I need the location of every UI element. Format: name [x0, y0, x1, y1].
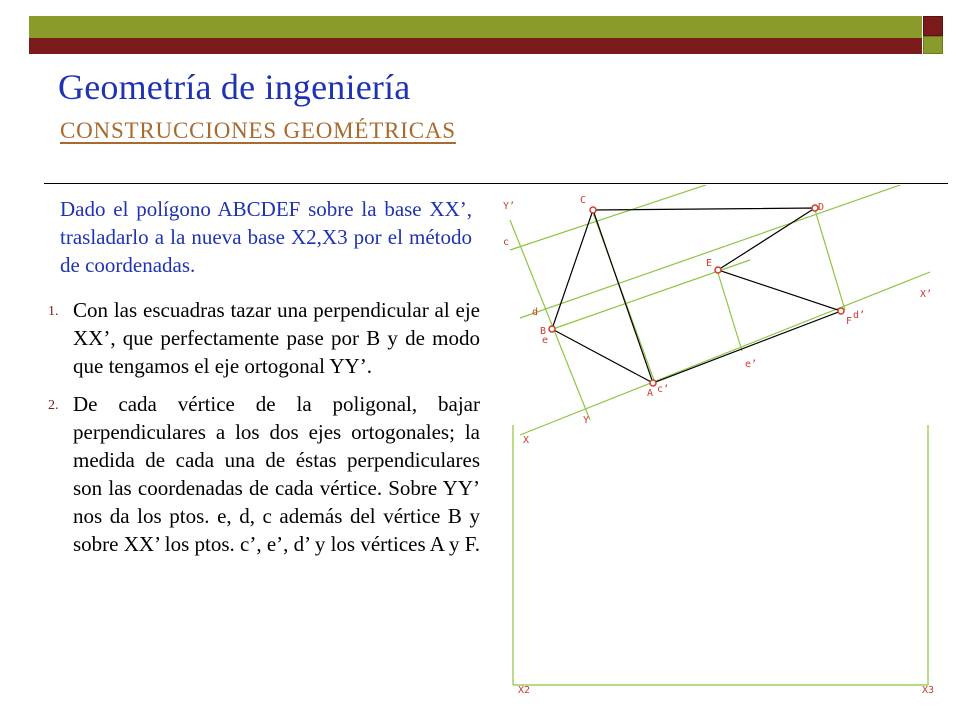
- geometry-diagram: [490, 185, 960, 720]
- top-bar-olive-stripe: [29, 16, 922, 38]
- label-c: c: [503, 237, 510, 248]
- vertex-markers: [549, 205, 844, 386]
- label-x3: X3: [922, 685, 935, 696]
- top-decorative-bar: [29, 16, 939, 54]
- perpendicular-e: [718, 273, 742, 351]
- top-bar-corner-square-top: [923, 16, 943, 36]
- vertex-c-marker: [590, 207, 596, 213]
- vertex-b-marker: [549, 326, 555, 332]
- label-vertex-b: B: [540, 326, 547, 337]
- label-vertex-c: C: [580, 195, 587, 206]
- axes-group: [510, 185, 933, 685]
- label-vertex-a: A: [647, 388, 654, 399]
- label-c-prime: c’: [657, 384, 670, 395]
- label-vertex-e: E: [706, 258, 713, 269]
- problem-statement: Dado el polígono ABCDEF sobre la base XX’, trasladarlo a la nueva base X2,X3 por el método de coordenadas.: [60, 197, 472, 277]
- label-d-prime: d’: [853, 310, 866, 321]
- step-number: 1.: [48, 304, 59, 319]
- step-text: De cada vértice de la poligonal, bajar perpendiculares a los dos ejes ortogonales; la medida de cada una de éstas perpendiculares son las coordenadas de cada vértice. Sobre YY’ nos da los ptos. e, d, c además del vértice B y sobre XX’ los ptos. c’, e’, d’ y los vértices A y F.: [73, 392, 480, 556]
- section-subtitle: CONSTRUCCIONES GEOMÉTRICAS: [60, 118, 456, 143]
- perpendicular-d: [815, 210, 845, 310]
- vertex-f-marker: [838, 308, 844, 314]
- polygon-abcdef: [552, 208, 841, 383]
- step-item: [48, 390, 480, 558]
- parallel-line-c: [510, 185, 820, 250]
- polygon-group: [552, 208, 841, 383]
- label-x2: X2: [518, 685, 531, 696]
- top-bar-corner-square-bottom: [923, 36, 943, 54]
- label-vertex-f: F: [846, 316, 853, 327]
- vertex-e-marker: [715, 267, 721, 273]
- label-x: X: [523, 435, 530, 446]
- step-number: 2.: [48, 398, 59, 413]
- label-y-prime: Y’: [503, 201, 516, 212]
- label-e-prime: e’: [745, 359, 758, 370]
- label-e: e: [542, 335, 549, 346]
- label-d: d: [532, 307, 539, 318]
- step-text: Con las escuadras tazar una perpendicular al eje XX’, que perfectamente pase por B y de modo que tengamos el eje ortogonal YY’.: [73, 298, 480, 378]
- diagram-svg: [490, 185, 960, 720]
- top-bar-maroon-stripe: [29, 38, 922, 54]
- page-title: Geometría de ingeniería: [58, 67, 411, 107]
- label-x-prime: X’: [920, 289, 933, 300]
- steps-list: [48, 296, 480, 568]
- horizontal-divider: [44, 183, 948, 184]
- label-vertex-d: D: [818, 202, 825, 213]
- vertex-a-marker: [650, 380, 656, 386]
- step-item: [48, 296, 480, 380]
- label-y: Y: [583, 415, 590, 426]
